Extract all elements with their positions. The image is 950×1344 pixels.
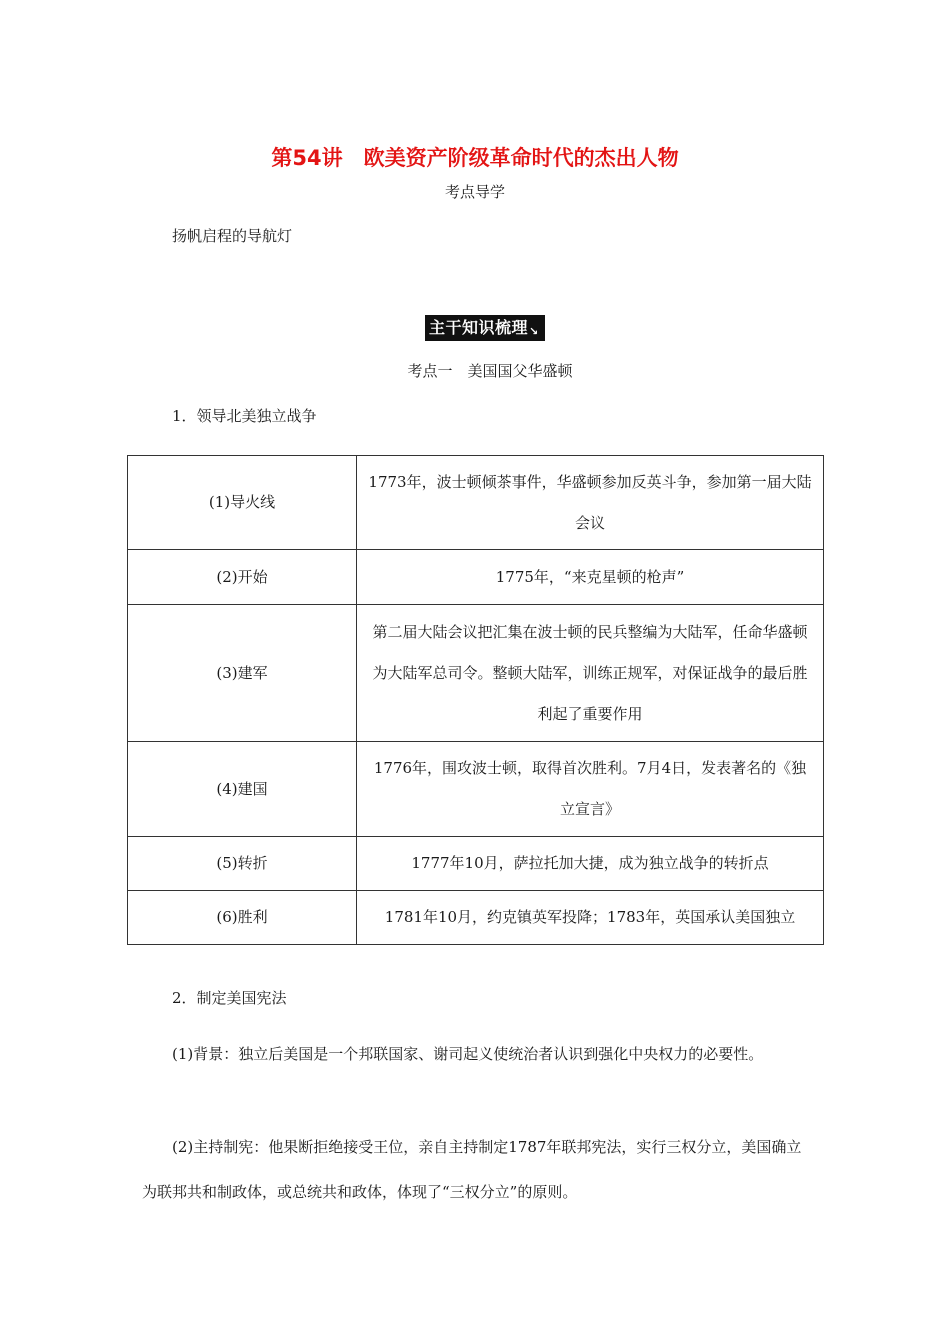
row-label: (1)导火线 [128, 456, 357, 550]
lecture-title: 第54讲 欧美资产阶级革命时代的杰出人物 [271, 146, 679, 170]
table-row [128, 456, 824, 550]
row-content: 1777年10月，萨拉托加大捷，成为独立战争的转折点 [357, 837, 824, 891]
background-paragraph: (1)背景：独立后美国是一个邦联国家、谢司起义使统治者认识到强化中央权力的必要性。 [172, 1045, 764, 1063]
row-label: (4)建国 [128, 742, 357, 837]
row-label: (6)胜利 [128, 891, 357, 945]
point-title: 考点一 美国国父华盛顿 [407, 362, 573, 380]
guide-heading: 扬帆启程的导航灯 [172, 227, 293, 245]
row-label: (2)开始 [128, 550, 357, 605]
row-content: 第二届大陆会议把汇集在波士顿的民兵整编为大陆军，任命华盛顿为大陆军总司令。整顿大陆军，训练正规军，对保证战争的最后胜利起了重要作用 [357, 605, 824, 742]
knowledge-badge [425, 315, 545, 341]
table-row [128, 550, 824, 605]
constitution-paragraph: (2)主持制宪：他果断拒绝接受王位，亲自主持制定1787年联邦宪法，实行三权分立，美国确立为联邦共和制政体，或总统共和政体，体现了“三权分立”的原则。 [142, 1138, 802, 1201]
arrow-down-right-icon: ↘ [529, 325, 539, 338]
section-heading-1: 1．领导北美独立战争 [172, 407, 317, 425]
row-content: 1773年，波士顿倾茶事件，华盛顿参加反英斗争，参加第一届大陆会议 [357, 456, 824, 550]
badge-label: 主干知识梳理 [429, 318, 529, 337]
row-content: 1776年，围攻波士顿，取得首次胜利。7月4日，发表著名的《独立宣言》 [357, 742, 824, 837]
row-content: 1775年，“来克星顿的枪声” [357, 550, 824, 605]
section-subtitle: 考点导学 [444, 183, 505, 201]
independence-war-table [127, 455, 824, 945]
row-label: (3)建军 [128, 605, 357, 742]
section-heading-2: 2．制定美国宪法 [172, 989, 287, 1007]
row-content: 1781年10月，约克镇英军投降；1783年，英国承认美国独立 [357, 891, 824, 945]
table-row [128, 605, 824, 742]
table-row [128, 837, 824, 891]
table-row [128, 891, 824, 945]
row-label: (5)转折 [128, 837, 357, 891]
table-row [128, 742, 824, 837]
